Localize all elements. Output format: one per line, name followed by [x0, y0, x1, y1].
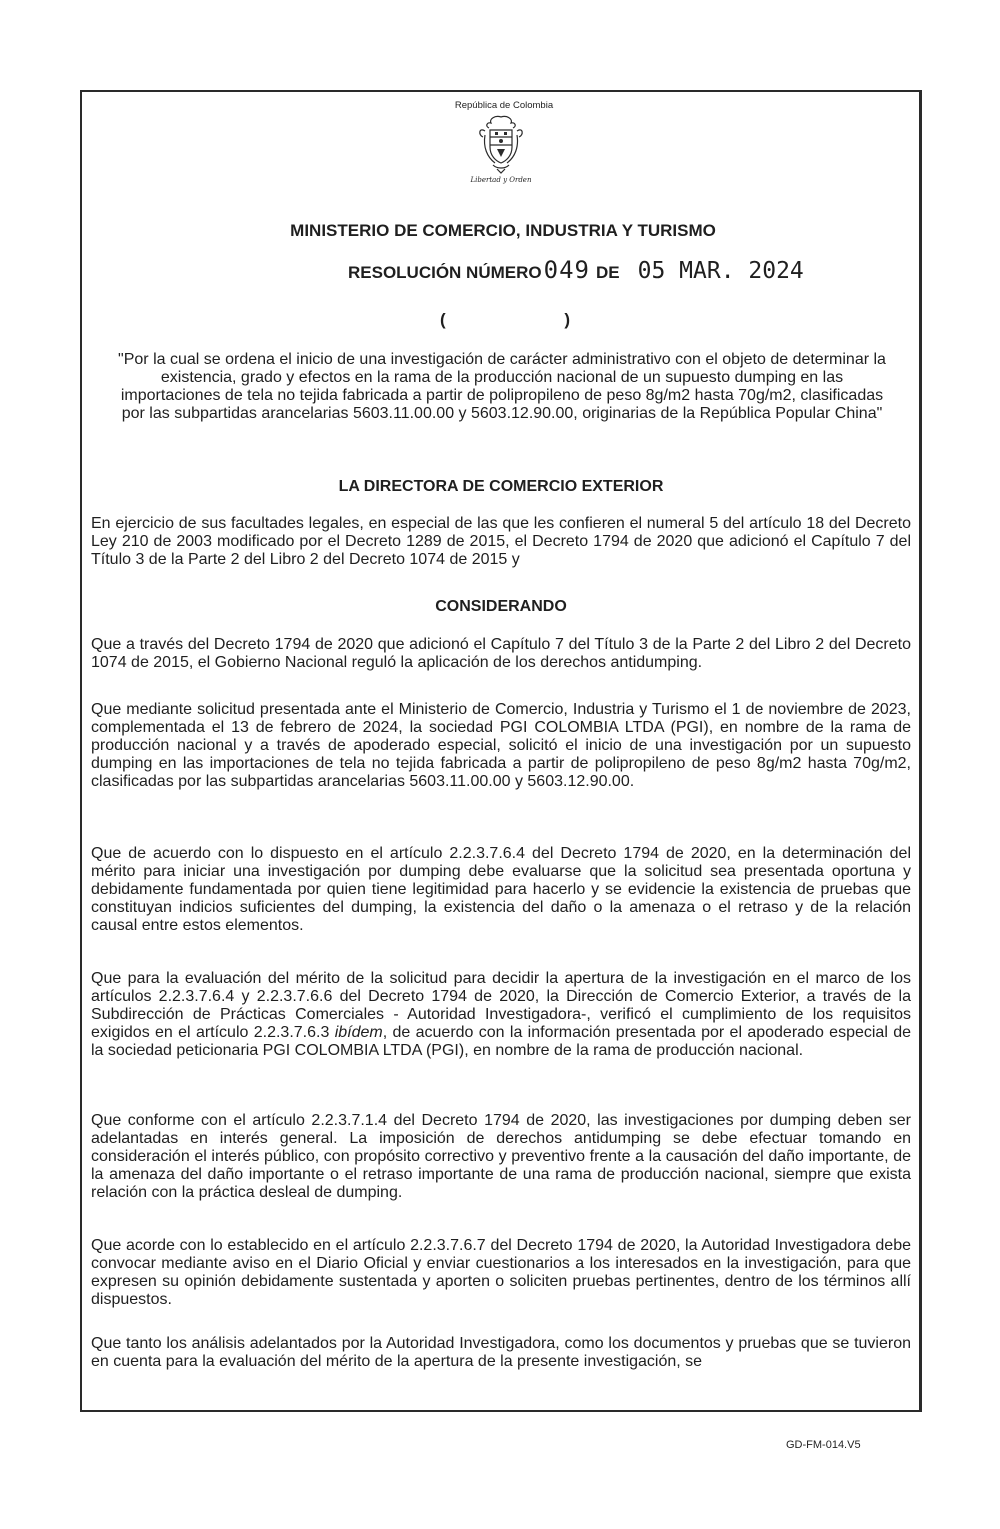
ministry-title: MINISTERIO DE COMERCIO, INDUSTRIA Y TURISMO: [290, 221, 716, 240]
paragraph-3: Que de acuerdo con lo dispuesto en el artículo 2.2.3.7.6.4 del Decreto 1794 de 2020, en la determinación del mérito para iniciar una investigación por dumping debe evaluarse que la solicitud sea presentada oportuna y debidamente fundamentada por quien tiene legitimidad para hacerlo y se evidencie la existencia de pruebas que constituyan indicios suficientes del dumping, la existencia del daño o la amenaza o el retraso y de la relación causal entre estos elementos.: [91, 845, 911, 934]
paren-close: ): [564, 310, 570, 329]
paragraph-4: [91, 970, 911, 1060]
resolution-label: RESOLUCIÓN NÚMERO: [348, 263, 542, 282]
resolution-line: [348, 256, 804, 284]
paragraph-4-italic: ibídem: [334, 1024, 383, 1041]
resolution-subject: "Por la cual se ordena el inicio de una investigación de carácter administrativo con el objeto de determinar la existencia, grado y efectos en la rama de la producción nacional de un supuesto dumping en las importaciones de tela no tejida fabricada a partir de polipropileno de peso 8g/m2 hasta 70g/m2, clasificadas por las subpartidas arancelarias 5603.11.00.00 y 5603.12.90.00, originarias de la República Popular China": [118, 351, 886, 422]
paragraph-4-text: Que para la evaluación del mérito de la solicitud para decidir la apertura de la investigación en el marco de los artículos 2.2.3.7.6.4 y 2.2.3.7.6.6 del Decreto 1794 de 2020, la Dirección de Comercio Exterior, a través de la Subdirección de Prácticas Comerciales - Autoridad Investigadora-, verificó el cumplimiento de los requisitos exigidos en el artículo 2.2.3.7.6.3: [91, 970, 911, 1041]
paragraph-1: Que a través del Decreto 1794 de 2020 que adicionó el Capítulo 7 del Título 3 de la Parte 2 del Libro 2 del Decreto 1074 de 2015, el Gobierno Nacional reguló la aplicación de los derechos antidumping.: [91, 636, 911, 671]
date-label: DE: [595, 263, 620, 282]
paragraph-4-text-end: , de acuerdo con la información presentada por el apoderado especial de la sociedad peticionaria PGI COLOMBIA LTDA (PGI), en nombre de la rama de producción nacional.: [91, 1024, 911, 1059]
considerando-heading: CONSIDERANDO: [435, 598, 567, 615]
authority-heading: LA DIRECTORA DE COMERCIO EXTERIOR: [338, 478, 664, 495]
paragraph-5: Que conforme con el artículo 2.2.3.7.1.4 del Decreto 1794 de 2020, las investigaciones por dumping deben ser adelantadas en interés general. La imposición de derechos antidumping se debe efectuar tomando en consideración el interés público, con propósito correctivo y preventivo frente a la causación del daño importante, de la amenaza del daño importante o el retraso importante de una rama de producción nacional, siempre que exista relación con la práctica desleal de dumping.: [91, 1112, 911, 1201]
motto-label: Libertad y Orden: [470, 176, 532, 184]
paragraph-2: Que mediante solicitud presentada ante el Ministerio de Comercio, Industria y Turismo el 1 de noviembre de 2023, complementada el 13 de febrero de 2024, la sociedad PGI COLOMBIA LTDA (PGI), en nombre de la rama de producción nacional y a través de apoderado especial, solicitó el inicio de una investigación por un supuesto dumping en las importaciones de tela no tejida fabricada a partir de polipropileno de peso 8g/m2 hasta 70g/m2, clasificadas por las subpartidas arancelarias 5603.11.00.00 y 5603.12.90.00.: [91, 701, 911, 790]
form-code: GD-FM-014.V5: [786, 1439, 861, 1451]
paragraph-7: Que tanto los análisis adelantados por la Autoridad Investigadora, como los documentos y pruebas que se tuvieron en cuenta para la evaluación del mérito de la apertura de la presente investigación, se: [91, 1335, 911, 1370]
preamble-paragraph: En ejercicio de sus facultades legales, en especial de las que les confieren el numeral 5 del artículo 18 del Decreto Ley 210 de 2003 modificado por el Decreto 1289 de 2015, el Decreto 1794 de 2020 que adicionó el Capítulo 7 del Título 3 de la Parte 2 del Libro 2 del Decreto 1074 de 2015 y: [91, 515, 911, 568]
resolution-number: 049: [543, 256, 590, 284]
paragraph-6: Que acorde con lo establecido en el artículo 2.2.3.7.6.7 del Decreto 1794 de 2020, la Autoridad Investigadora debe convocar mediante aviso en el Diario Oficial y enviar cuestionarios a los interesados en la investigación, para que expresen su opinión debidamente sustentada y aporten o soliciten pruebas pertinentes, dentro de los términos allí dispuestos.: [91, 1237, 911, 1308]
republic-label: República de Colombia: [454, 100, 554, 111]
resolution-date: 05 MAR. 2024: [637, 258, 804, 284]
paren-open: (: [440, 310, 446, 329]
coat-of-arms-icon: [475, 113, 527, 175]
letterhead: [80, 100, 922, 184]
parentheses: [440, 310, 570, 330]
